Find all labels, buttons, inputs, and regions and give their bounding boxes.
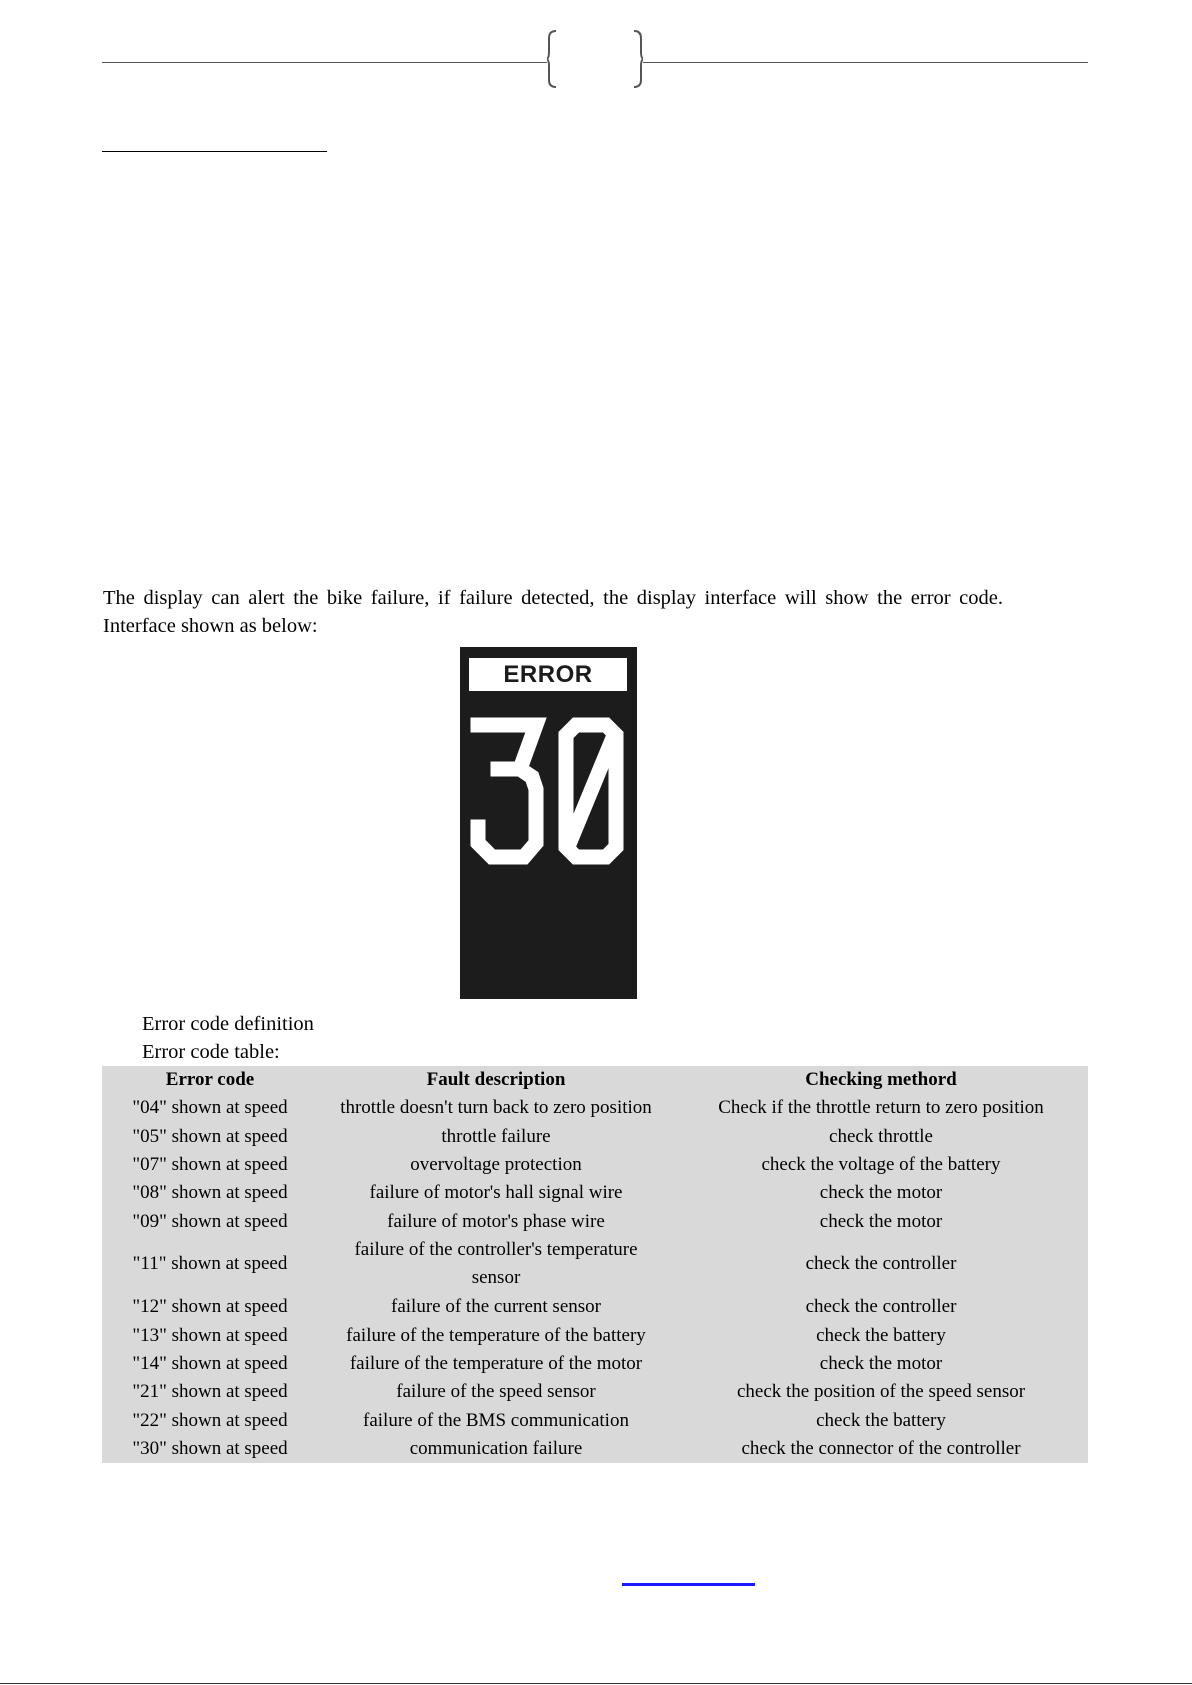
table-row [102,1321,1088,1349]
checking-method-cell: Check if the throttle return to zero position [718,1097,1044,1119]
error-code-cell: "22" shown at speed [132,1409,288,1431]
fault-description-cell: failure of the temperature of the motor [349,1352,643,1374]
checking-method-cell: check throttle [829,1125,933,1147]
fault-description-cell: throttle failure [441,1125,551,1147]
table-row [102,1094,1088,1122]
header-rule-left [102,62,547,63]
checking-method-cell: check the motor [819,1210,943,1232]
checking-method-cell: check the motor [819,1182,943,1204]
fault-description-cell: failure of the temperature of the battery [346,1324,646,1346]
error-code-cell: "11" shown at speed [132,1253,288,1275]
fault-description-cell: communication failure [409,1438,583,1460]
error-code-cell: "09" shown at speed [132,1210,288,1232]
table-row [102,1293,1088,1321]
display-error-code [468,711,628,871]
error-code-cell: "08" shown at speed [132,1182,288,1204]
error-code-table [102,1066,1088,1463]
checking-method-cell: check the motor [819,1352,943,1374]
fault-description-cell: failure of the speed sensor [396,1381,596,1403]
error-code-cell: "21" shown at speed [132,1381,288,1403]
error-code-table-caption: Error code table: [142,1041,280,1063]
fault-description-cell: throttle doesn't turn back to zero position [340,1097,652,1119]
fault-description-cell: failure of the current sensor [391,1296,601,1318]
table-row [102,1208,1088,1236]
error-code-definition-caption: Error code definition [142,1013,314,1035]
checking-method-cell: check the controller [805,1253,957,1275]
table-header-row [102,1066,1088,1094]
checking-method-cell: check the position of the speed sensor [736,1381,1026,1403]
section-heading-underline [102,151,327,152]
table-row [102,1236,1088,1293]
checking-method-cell: check the battery [816,1409,946,1431]
checking-method-cell: check the controller [805,1296,957,1318]
error-code-cell: "05" shown at speed [132,1125,288,1147]
fault-description-cell [318,1236,674,1293]
fault-description-cell: failure of the BMS communication [363,1409,629,1431]
footer-link-underline[interactable] [622,1583,755,1586]
error-display-illustration [460,647,637,999]
error-code-cell: "07" shown at speed [132,1153,288,1175]
header-fault-description: Fault description [426,1069,566,1090]
error-code-cell: "04" shown at speed [132,1097,288,1119]
fault-description-cell: overvoltage protection [410,1153,582,1175]
checking-method-cell: check the battery [816,1324,946,1346]
table-row [102,1378,1088,1406]
display-error-label: ERROR [469,658,627,691]
header-error-code: Error code [165,1069,255,1090]
fault-description-cell: failure of motor's phase wire [387,1210,605,1232]
header-bracket-right-icon [633,30,643,88]
table-row [102,1435,1088,1463]
error-code-cell: "14" shown at speed [132,1352,288,1374]
error-code-cell: "12" shown at speed [132,1296,288,1318]
fault-description-cell: failure of motor's hall signal wire [369,1182,623,1204]
header-rule-right [643,62,1088,63]
error-code-cell: "13" shown at speed [132,1324,288,1346]
intro-paragraph: The display can alert the bike failure, if failure detected, the display interface will show the error code. Interface shown as below: [103,587,1003,637]
fault-description-text: failure of the controller's temperature sensor [354,1239,638,1289]
bottom-rule [0,1683,1192,1684]
table-row [102,1122,1088,1150]
checking-method-cell: check the connector of the controller [741,1438,1021,1460]
error-code-cell: "30" shown at speed [132,1438,288,1460]
table-row [102,1350,1088,1378]
header-bracket-left-icon [547,30,557,88]
table-row [102,1179,1088,1207]
table-row [102,1151,1088,1179]
checking-method-cell: check the voltage of the battery [761,1153,1001,1175]
table-row [102,1407,1088,1435]
header-checking-method: Checking methord [805,1069,957,1090]
